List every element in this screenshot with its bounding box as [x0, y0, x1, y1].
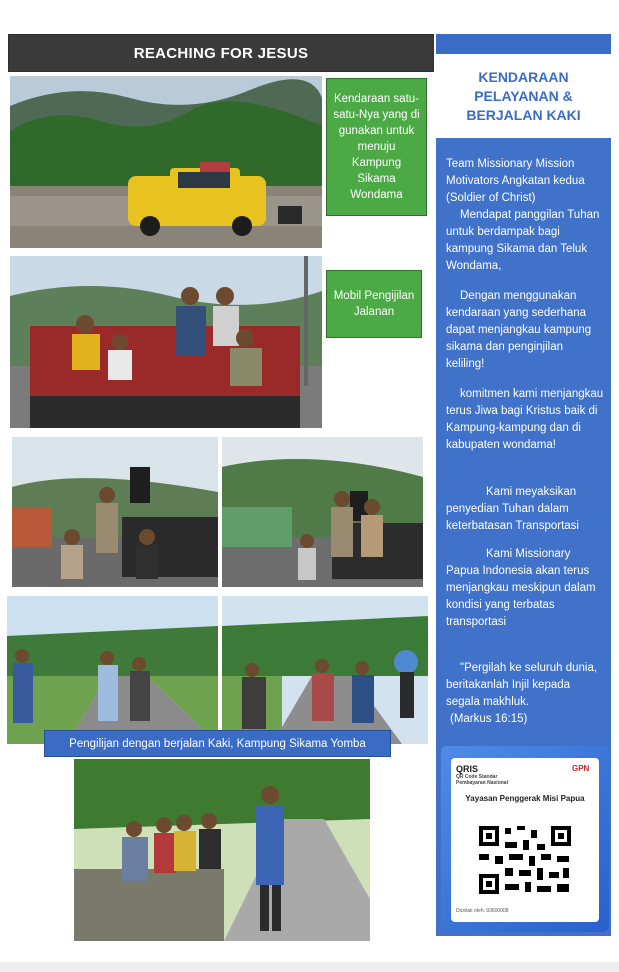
side-paragraph-1 — [446, 156, 604, 275]
photo-evangelism-right — [222, 437, 423, 587]
qr-footer-text: Dicetak oleh: 93600008 — [456, 908, 509, 914]
photo-evangelism-left — [12, 437, 218, 587]
side-heading-text: KENDARAAN PELAYANAN & BERJALAN KAKI — [466, 68, 581, 123]
page-title-text: REACHING FOR JESUS — [133, 44, 309, 62]
qr-footer — [456, 908, 509, 914]
qris-logo-subtitle: QR Code Standar Pembayaran Nasional — [456, 774, 508, 786]
side-p4-text: komitmen kami menjangkau terus Jiwa bagi Kristus baik di Kampung-kampung dan di kabupaten wondama! — [446, 388, 604, 451]
photo-people-truck-bed — [10, 256, 322, 428]
photo-walk-left — [7, 596, 218, 744]
side-paragraph-3 — [446, 288, 604, 373]
side-paragraph-6 — [446, 546, 604, 631]
side-panel-topbar — [436, 34, 611, 54]
caption-walking — [44, 730, 391, 757]
side-p6-text: Kami Missionary Papua Indonesia akan terus menjangkau meskipun dalam kondisi yang terbatas transportasi — [446, 548, 596, 628]
side-quote — [446, 660, 604, 728]
photo-walk-right — [222, 596, 428, 744]
gpn-logo — [572, 764, 589, 773]
side-p1-text: Team Missionary Mission Motivators Angkatan kedua (Soldier of Christ) — [446, 158, 585, 204]
qris-logo — [456, 764, 516, 786]
page-footer-strip — [0, 962, 619, 972]
side-paragraph-4 — [446, 386, 604, 454]
caption-walking-text: Pengilijan dengan berjalan Kaki, Kampung Sikama Yomba — [69, 737, 366, 750]
qris-logo-text: QRIS — [456, 764, 479, 774]
qr-org-name-text: Yayasan Penggerak Misi Papua — [465, 794, 585, 803]
side-p5-text: Kami meyaksikan penyedian Tuhan dalam keterbatasan Transportasi — [446, 486, 579, 532]
qr-code-icon[interactable] — [475, 822, 575, 898]
caption-vehicle-text: Kendaraan satu-satu-Nya yang di gunakan untuk menuju Kampung Sikama Wondama — [333, 93, 420, 201]
caption-mobile-text: Mobil Pengijilan Jalanan — [333, 290, 415, 318]
caption-vehicle — [326, 78, 427, 216]
qr-org-name — [451, 794, 599, 804]
side-paragraph-5 — [446, 484, 604, 535]
side-quote-text: "Pergilah ke seluruh dunia, beritakanlah Injil kepada segala makhluk. — [446, 662, 598, 708]
side-p3-text: Dengan menggunakan kendaraan yang sederhana dapat menjangkau kampung sikama dan penginjilan keliling! — [446, 290, 592, 370]
photo-prayer — [74, 759, 370, 941]
photo-truck-river — [10, 76, 322, 248]
caption-mobile — [326, 270, 422, 338]
gpn-logo-text: GPN — [572, 764, 590, 773]
side-p2-text: Mendapat panggilan Tuhan untuk berdampak bagi kampung Sikama dan Teluk Wondama, — [446, 209, 600, 272]
page-title — [8, 34, 434, 72]
side-panel-heading — [436, 54, 611, 138]
side-quote-ref: (Markus 16:15) — [450, 713, 528, 725]
